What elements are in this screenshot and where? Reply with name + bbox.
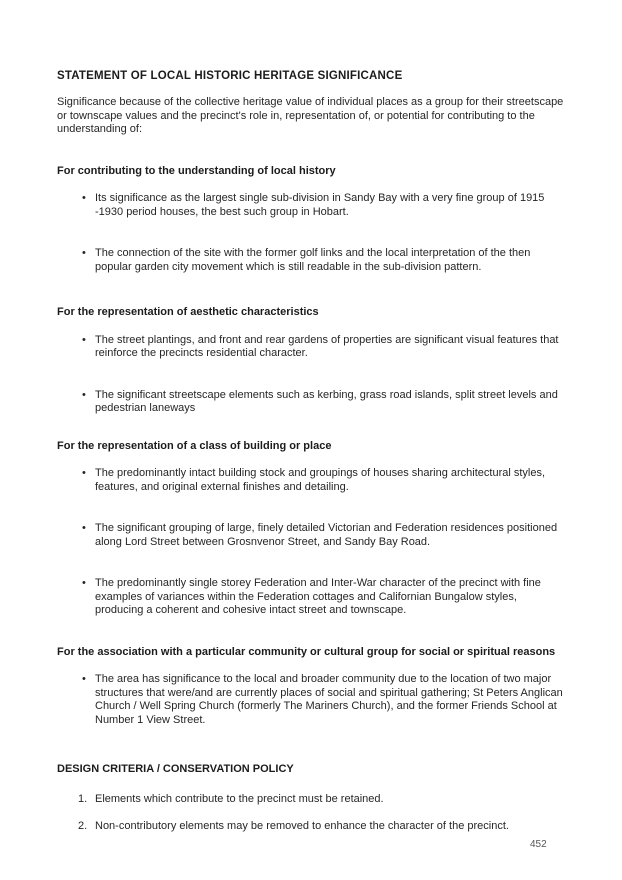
list-item [57,334,567,361]
section-heading: DESIGN CRITERIA / CONSERVATION POLICY [57,763,294,775]
section-heading: For contributing to the understanding of local history [57,164,336,177]
document-page [57,70,567,848]
section-heading: For the representation of aesthetic characteristics [57,306,319,318]
spacer [57,233,567,247]
spacer [57,375,567,389]
bullet-icon [82,247,95,274]
item-number: 2. [78,820,88,832]
bullet-text: The street plantings, and front and rear gardens of properties are significant visual features that reinforce the precincts residential character. [95,333,559,359]
section-aesthetic [57,306,567,416]
bullet-icon [82,522,95,549]
section-heading: For the association with a particular community or cultural group for social or spiritual reasons [57,645,556,658]
bullet-text: Its significance as the largest single sub-division in Sandy Bay with a very fine group of 1915 -1930 period houses, the best such group in Hobart. [95,192,545,218]
spacer [57,508,567,522]
numbered-item [57,793,567,807]
bullet-text: The area has significance to the local and broader community due to the location of two major structures that were/and are currently places of social and spiritual gathering; St Peters Anglican Church / Well Spring Church (formerly The Mariners Church), and the former Friends School at Number 1 View Street. [95,673,563,726]
bullet-text: The predominantly single storey Federation and Inter-War character of the precinct with fine examples of variances within the Federation cottages and Californian Bungalow styles, producing a coherent and cohesive intact street and townscape. [95,577,541,616]
bullet-text: The predominantly intact building stock and groupings of houses sharing architectural styles, features, and original external finishes and detailing. [95,467,546,493]
section-design-criteria [57,763,567,834]
item-text: Non-contributory elements may be removed to enhance the character of the precinct. [95,820,509,832]
numbered-item [57,820,567,834]
section-heading: For the representation of a class of building or place [57,439,332,452]
page-number: 452 [530,839,547,850]
item-text: Elements which contribute to the precinct must be retained. [95,792,384,805]
bullet-text: The significant grouping of large, finely detailed Victorian and Federation residences positioned along Lord Street between Grosnvenor Street, and Sandy Bay Road. [95,522,558,548]
section-local-history [57,165,567,275]
intro-paragraph: Significance because of the collective heritage value of individual places as a group for their streetscape or townscape values and the precinct's role in, representation of, or potential for contributing to the understanding of: [57,96,564,135]
item-number: 1. [78,792,88,805]
list-item [57,247,567,274]
list-item [57,192,567,219]
list-item [57,522,567,549]
bullet-icon [82,192,95,219]
bullet-icon [82,673,95,727]
list-item [57,673,567,727]
bullet-icon [82,577,95,618]
section-class-of-building [57,440,567,618]
page-title: STATEMENT OF LOCAL HISTORIC HERITAGE SIGNIFICANCE [57,70,403,82]
spacer [57,563,567,577]
bullet-icon [82,389,95,416]
bullet-text: The significant streetscape elements such as kerbing, grass road islands, split street levels and pedestrian laneways [95,388,558,414]
list-item [57,389,567,416]
list-item [57,467,567,494]
list-item [57,577,567,618]
bullet-text: The connection of the site with the former golf links and the local interpretation of the then popular garden city movement which is still readable in the sub-division pattern. [95,247,531,273]
bullet-icon [82,334,95,361]
bullet-icon [82,467,95,494]
section-community-association [57,646,567,728]
